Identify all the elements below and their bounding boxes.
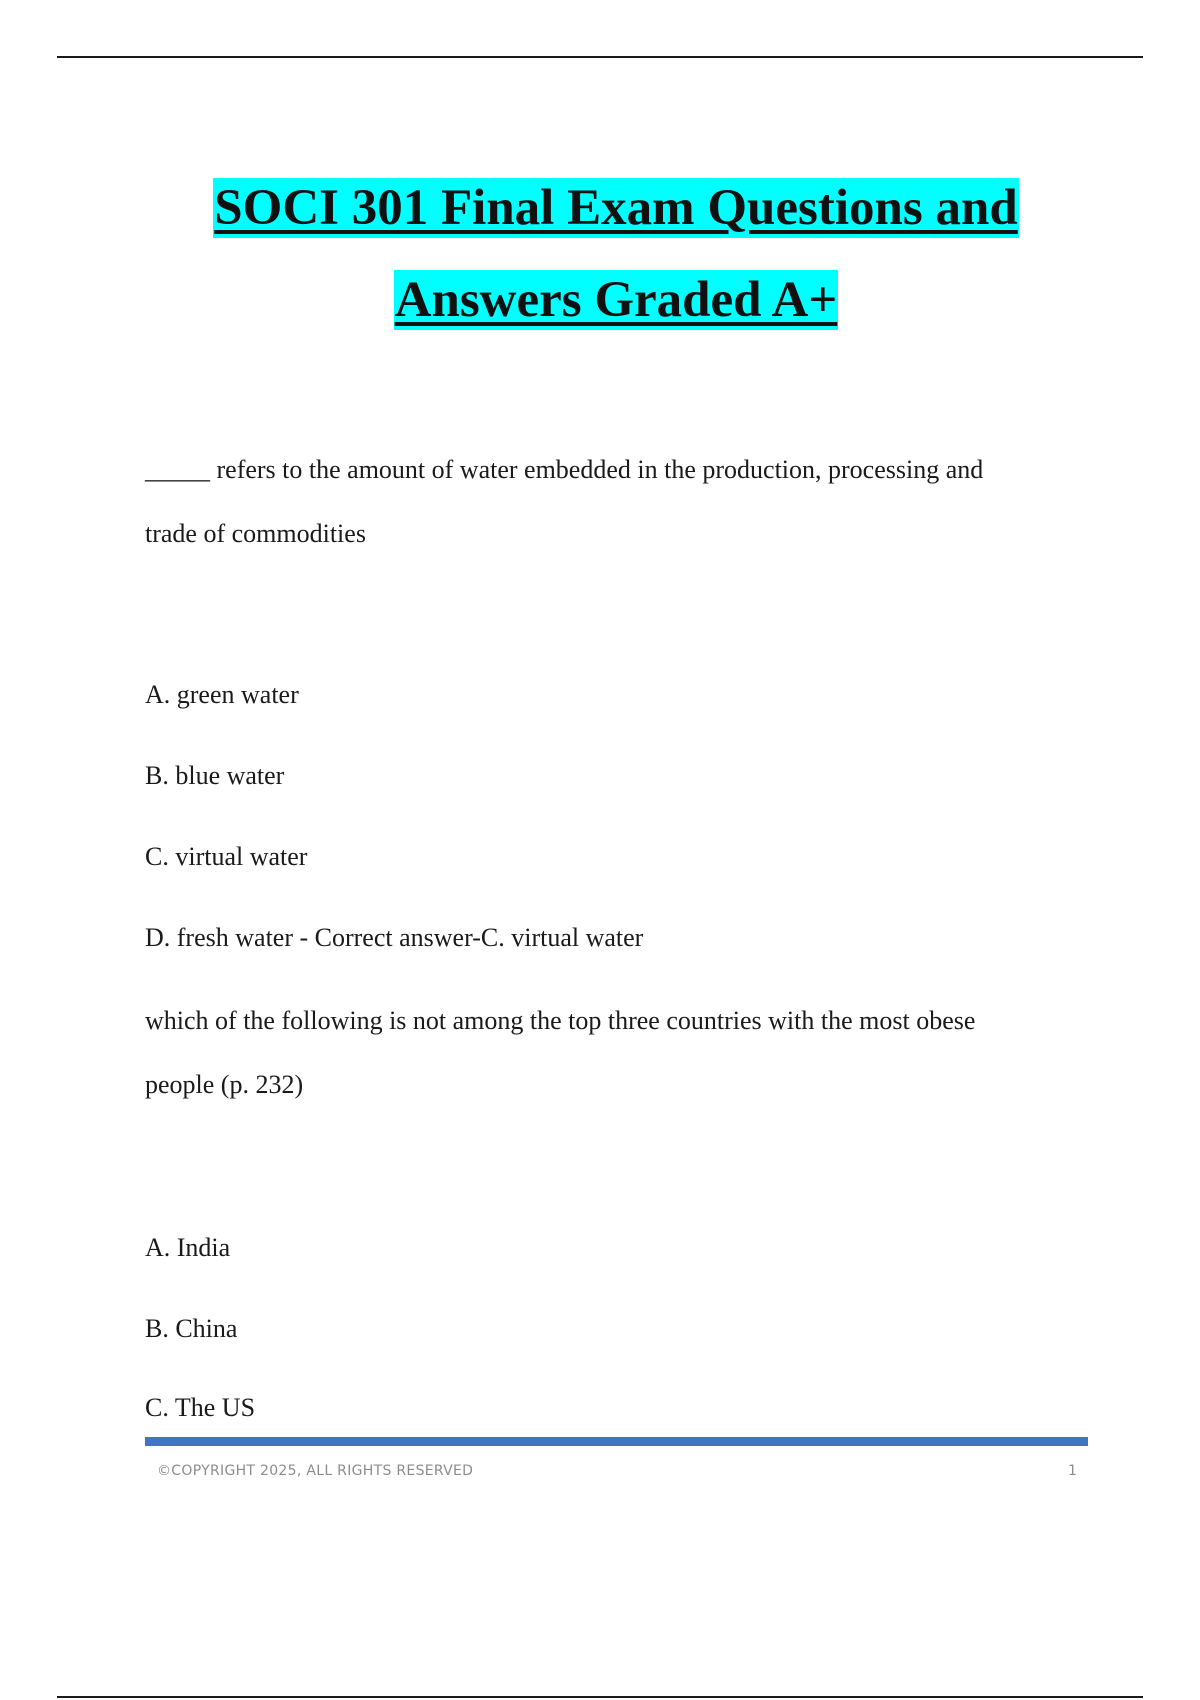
question-1-option-b: B. blue water bbox=[145, 761, 285, 790]
question-1-stem-line-2: trade of commodities bbox=[145, 519, 366, 548]
question-2-option-b: B. China bbox=[145, 1314, 238, 1343]
title-line-2: Answers Graded A+ bbox=[394, 272, 838, 328]
title-line-1: SOCI 301 Final Exam Questions and bbox=[214, 180, 1018, 236]
question-2-stem-line-2: people (p. 232) bbox=[145, 1070, 304, 1099]
footer-accent-bar bbox=[145, 1437, 1088, 1446]
question-1-option-c: C. virtual water bbox=[145, 842, 308, 871]
question-1-option-d-answer: D. fresh water - Correct answer-C. virtual water bbox=[145, 923, 644, 952]
page-top-rule bbox=[57, 56, 1143, 58]
footer-copyright: ©COPYRIGHT 2025, ALL RIGHTS RESERVED bbox=[157, 1463, 474, 1479]
question-1-stem-line-1: _____ refers to the amount of water embedded in the production, processing and bbox=[145, 455, 984, 484]
footer-page-number: 1 bbox=[1068, 1463, 1078, 1479]
question-2-stem-line-1: which of the following is not among the top three countries with the most obese bbox=[145, 1006, 976, 1035]
document-title bbox=[0, 178, 1200, 330]
page-bottom-rule bbox=[57, 1696, 1143, 1698]
question-2-option-a: A. India bbox=[145, 1233, 231, 1262]
question-1-option-a: A. green water bbox=[145, 680, 299, 709]
question-2-option-c: C. The US bbox=[145, 1393, 256, 1422]
